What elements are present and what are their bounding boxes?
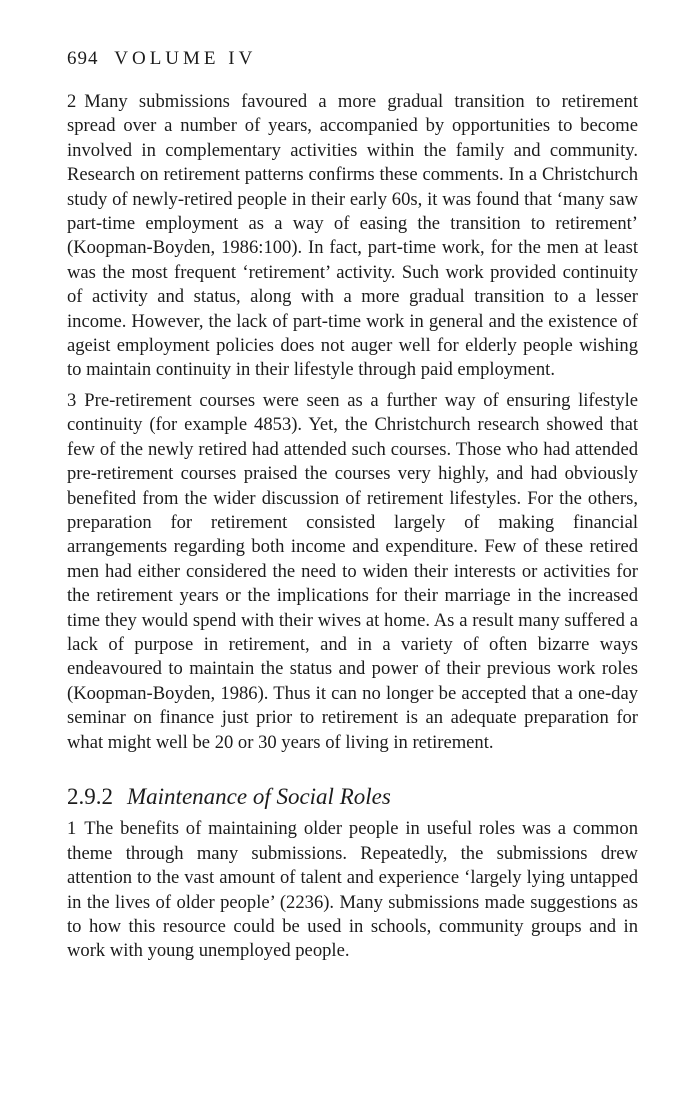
paragraph — [67, 90, 638, 383]
running-head — [67, 48, 256, 70]
section-heading — [67, 785, 638, 809]
body-text — [67, 90, 638, 970]
paragraph-number: 1 — [67, 818, 77, 840]
paragraph-number: 3 — [67, 389, 77, 411]
paragraph — [67, 817, 638, 963]
page-number: 694 — [67, 48, 99, 69]
paragraph-text: Pre-retirement courses were seen as a further way of ensuring lifestyle continuity (for example 4853). Yet, the Christchurch research showed that few of the newly retired had attended such courses. Those who had attended pre-retirement courses praised the courses very highly, and had obviously benefited from the wider discussion of retirement lifestyles. For the others, preparation for retirement consisted largely of making financial arrangements regarding both income and expenditure. Few of these retired men had either considered the need to widen their interests or activities for the retirement years or the implications for their marriage in the increased time they would spend with their wives at home. As a result many suffered a lack of purpose in retirement, and in a variety of often bizarre ways endeavoured to maintain the status and power of their previous work roles (Koopman-Boyden, 1986). Thus it can no longer be accepted that a one-day seminar on finance just prior to retirement is an adequate preparation for what might well be 20 or 30 years of living in retirement. — [67, 389, 638, 753]
paragraph-number: 2 — [67, 91, 77, 112]
section-number: 2.9.2 — [67, 783, 113, 809]
volume-title: VOLUME IV — [114, 48, 257, 69]
section-title: Maintenance of Social Roles — [127, 783, 391, 809]
paragraph — [67, 389, 638, 755]
paragraph-text: Many submissions favoured a more gradual transition to retirement spread over a number of years, accompanied by opportunities to become involved in complementary activities within the family and community. Research on retirement patterns confirms these comments. In a Christchurch study of newly-retired people in their early 60s, it was found that ‘many saw part-time employment as a way of easing the transition to retirement’ (Koopman-Boyden, 1986:100). In fact, part-time work, for the men at least was the most frequent ‘retirement’ activity. Such work provided continuity of activity and status, along with a more gradual transition to a lesser income. However, the lack of part-time work in general and the existence of ageist employment policies does not auger well for elderly people wishing to maintain continuity in their lifestyle through paid employment. — [67, 91, 638, 381]
paragraph-text: The benefits of maintaining older people in useful roles was a common theme through many submissions. Repeatedly, the submissions drew attention to the vast amount of talent and experience ‘largely lying untapped in the lives of older people’ (2236). Many submissions made suggestions as to how this resource could be used in schools, community groups and in work with young unemployed people. — [67, 818, 638, 962]
